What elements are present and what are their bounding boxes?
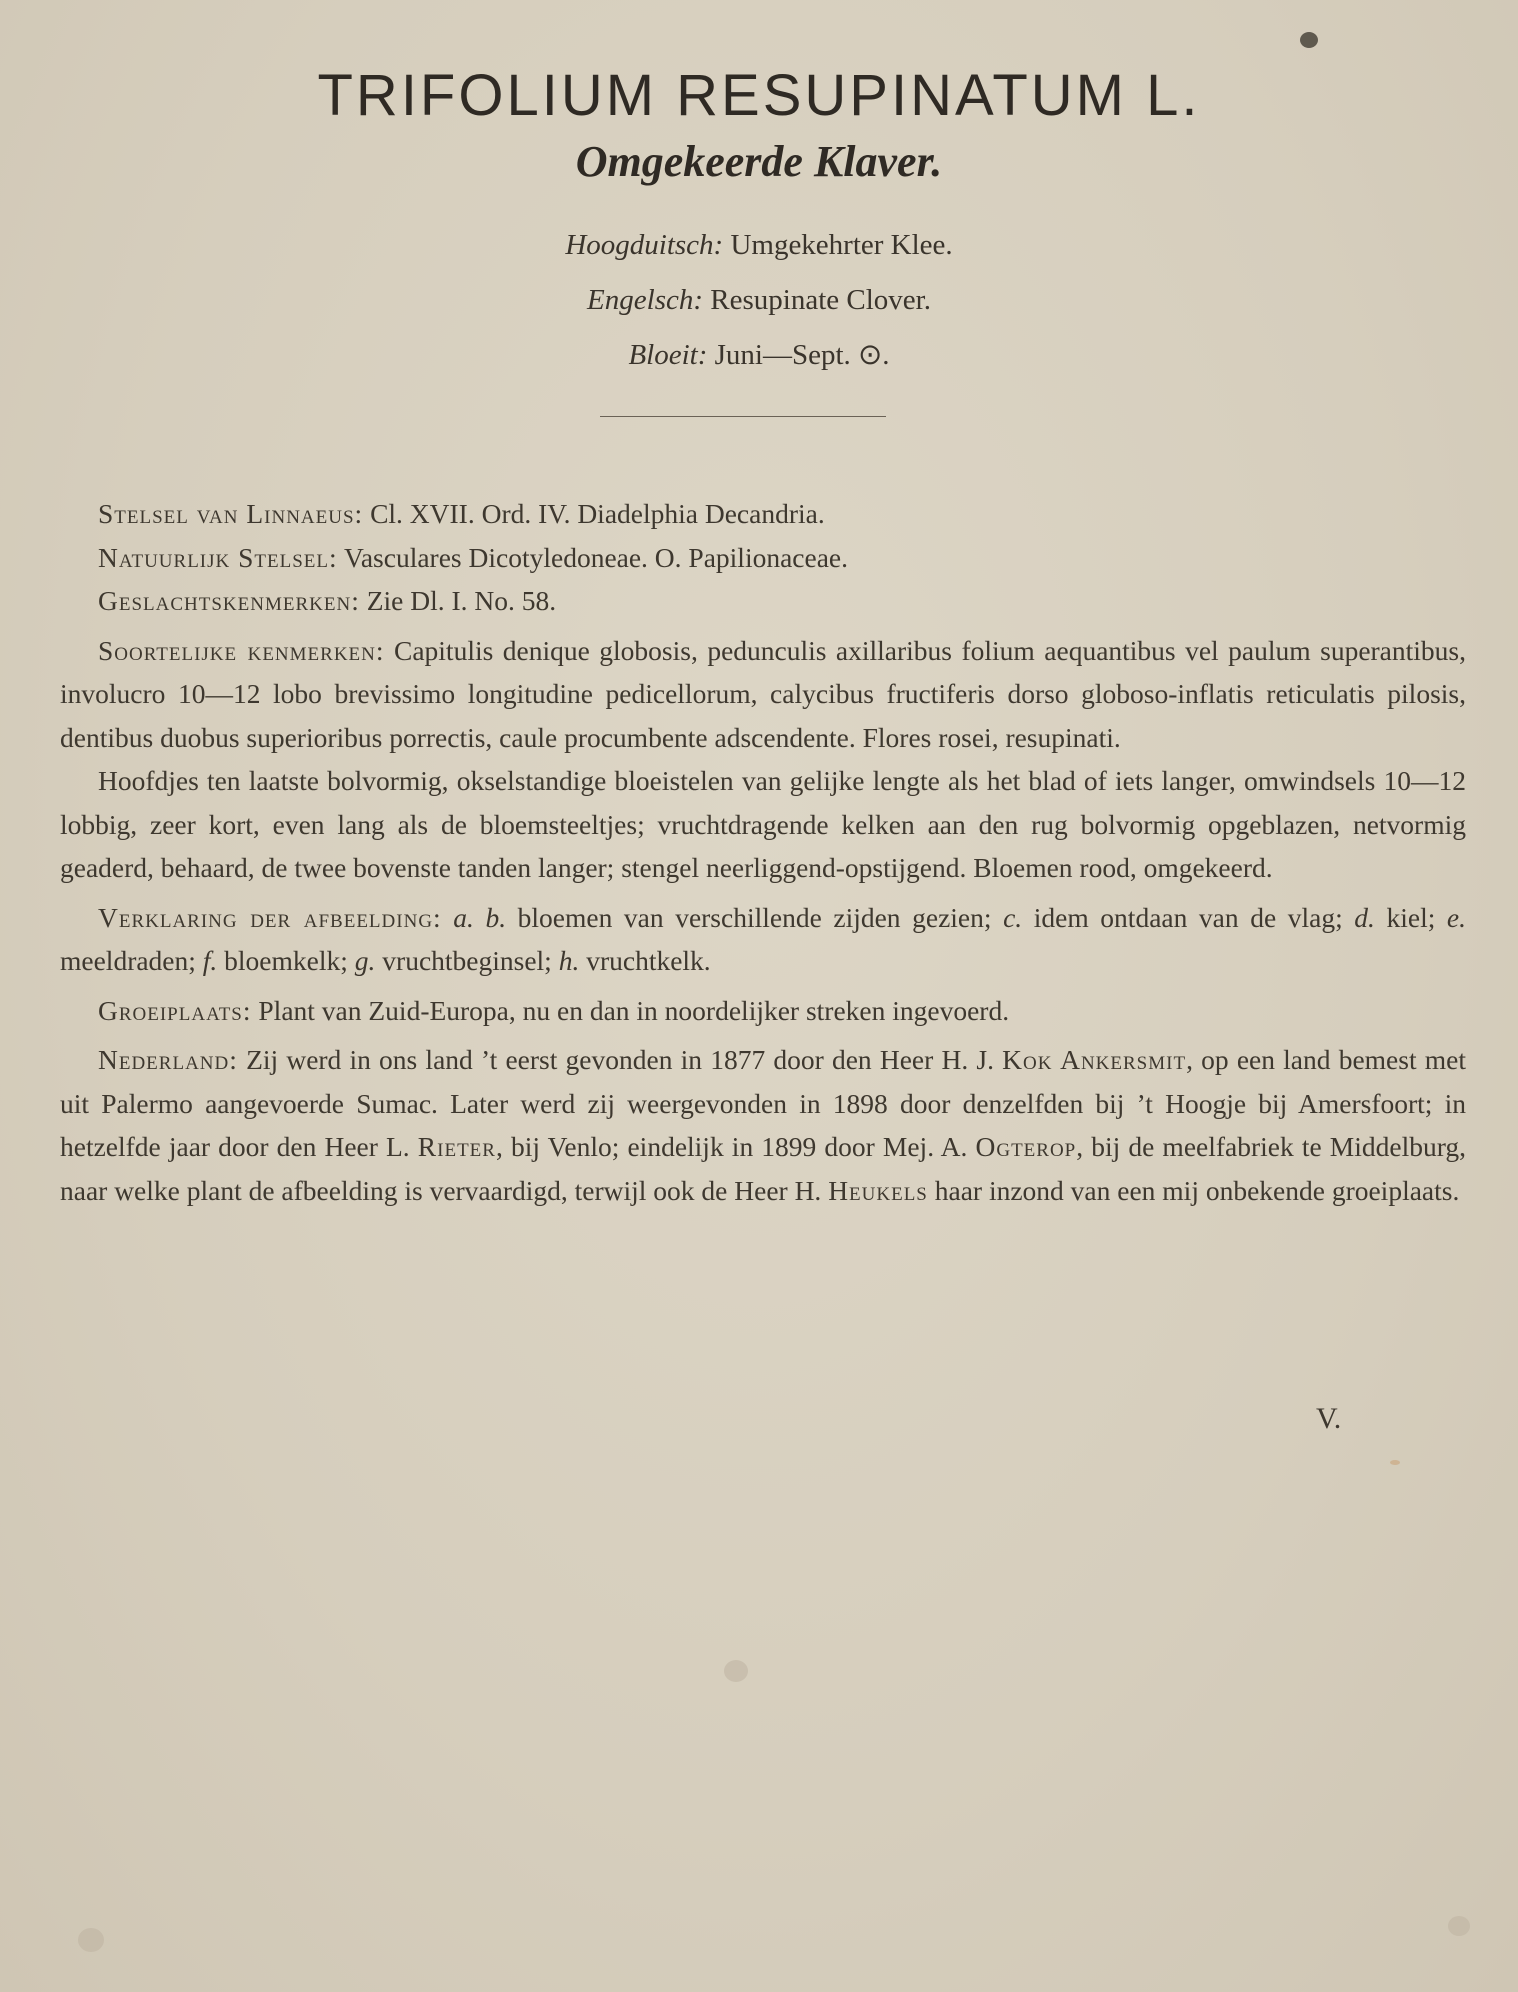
paper-stain <box>724 1660 748 1682</box>
figure-explanation: Verklaring der afbeelding: a. b. bloemen van verschillende zijden gezien; c. idem ontdaan van de vlag; d. kiel; e. meeldraden; f. bloemkelk; g. vruchtbeginsel; h. vruchtkelk. <box>60 901 1467 976</box>
natural-system: Natuurlijk Stelsel: Vasculares Dicotyledoneae. O. Papilionaceae. <box>98 541 848 573</box>
vernacular-names <box>0 218 1518 383</box>
description-body <box>60 492 1466 1218</box>
dutch-description: Hoofdjes ten laatste bolvormig, okselstandige bloeistelen van gelijke lengte als het blad of iets langer, omwindsels 10—12 lobbig, zeer kort, even lang als de bloemsteeltjes; vruchtdragende kelken aan den rug bolvormig opgeblazen, netvormig geaderd, behaard, de twee bovenste tanden langer; stengel neerliggend-opstijgend. Bloemen rood, omgekeerd. <box>60 765 1466 883</box>
page-title: TRIFOLIUM RESUPINATUM L. <box>317 63 1201 128</box>
paper-stain <box>1448 1916 1470 1936</box>
paper-stain <box>78 1928 104 1952</box>
netherlands-records: Nederland: Zij werd in ons land ’t eerst gevonden in 1877 door den Heer H. J. Kok Ankersmit, op een land bemest met uit Palermo aangevoerde Sumac. Later werd zij weergevonden in 1898 door denzelfden bij ’t Hoogje bij Amersfoort; in hetzelfde jaar door den Heer L. Rieter, bij Venlo; eindelijk in 1899 door Mej. A. Ogterop, bij de meelfabriek te Middelburg, naar welke plant de afbeelding is vervaardigd, terwijl ook de Heer H. Heukels haar inzond van een mij onbekende groeiplaats. <box>60 1044 1467 1206</box>
author-signature: V. <box>1316 1402 1342 1435</box>
name-german: Hoogduitsch: Umgekehrter Klee. <box>565 229 953 261</box>
linnaeus-system: Stelsel van Linnaeus: Cl. XVII. Ord. IV. Diadelphia Decandria. <box>98 498 825 529</box>
divider <box>600 416 886 417</box>
species-characteristics: Soortelijke kenmerken: Capitulis denique globosis, pedunculis axillaribus folium aequantibus vel paulum superantibus, involucro 10—12 lobo brevissimo longitudine pedicellorum, calycibus fructiferis dorso globoso-inflatis reticulatis pilosis, dentibus duobus superioribus porrectis, caule procumbente adscendente. Flores rosei, resupinati. <box>60 634 1466 753</box>
page-subtitle: Omgekeerde Klaver. <box>575 137 943 186</box>
paper-stain <box>1390 1460 1400 1465</box>
flowering-time: Bloeit: Juni—Sept. ⊙. <box>628 339 890 371</box>
ink-speck <box>1300 32 1318 48</box>
genus-characteristics: Geslachtskenmerken: Zie Dl. I. No. 58. <box>98 585 557 616</box>
name-english: Engelsch: Resupinate Clover. <box>587 284 931 316</box>
habitat: Groeiplaats: Plant van Zuid-Europa, nu en dan in noordelijker streken ingevoerd. <box>98 994 1010 1026</box>
